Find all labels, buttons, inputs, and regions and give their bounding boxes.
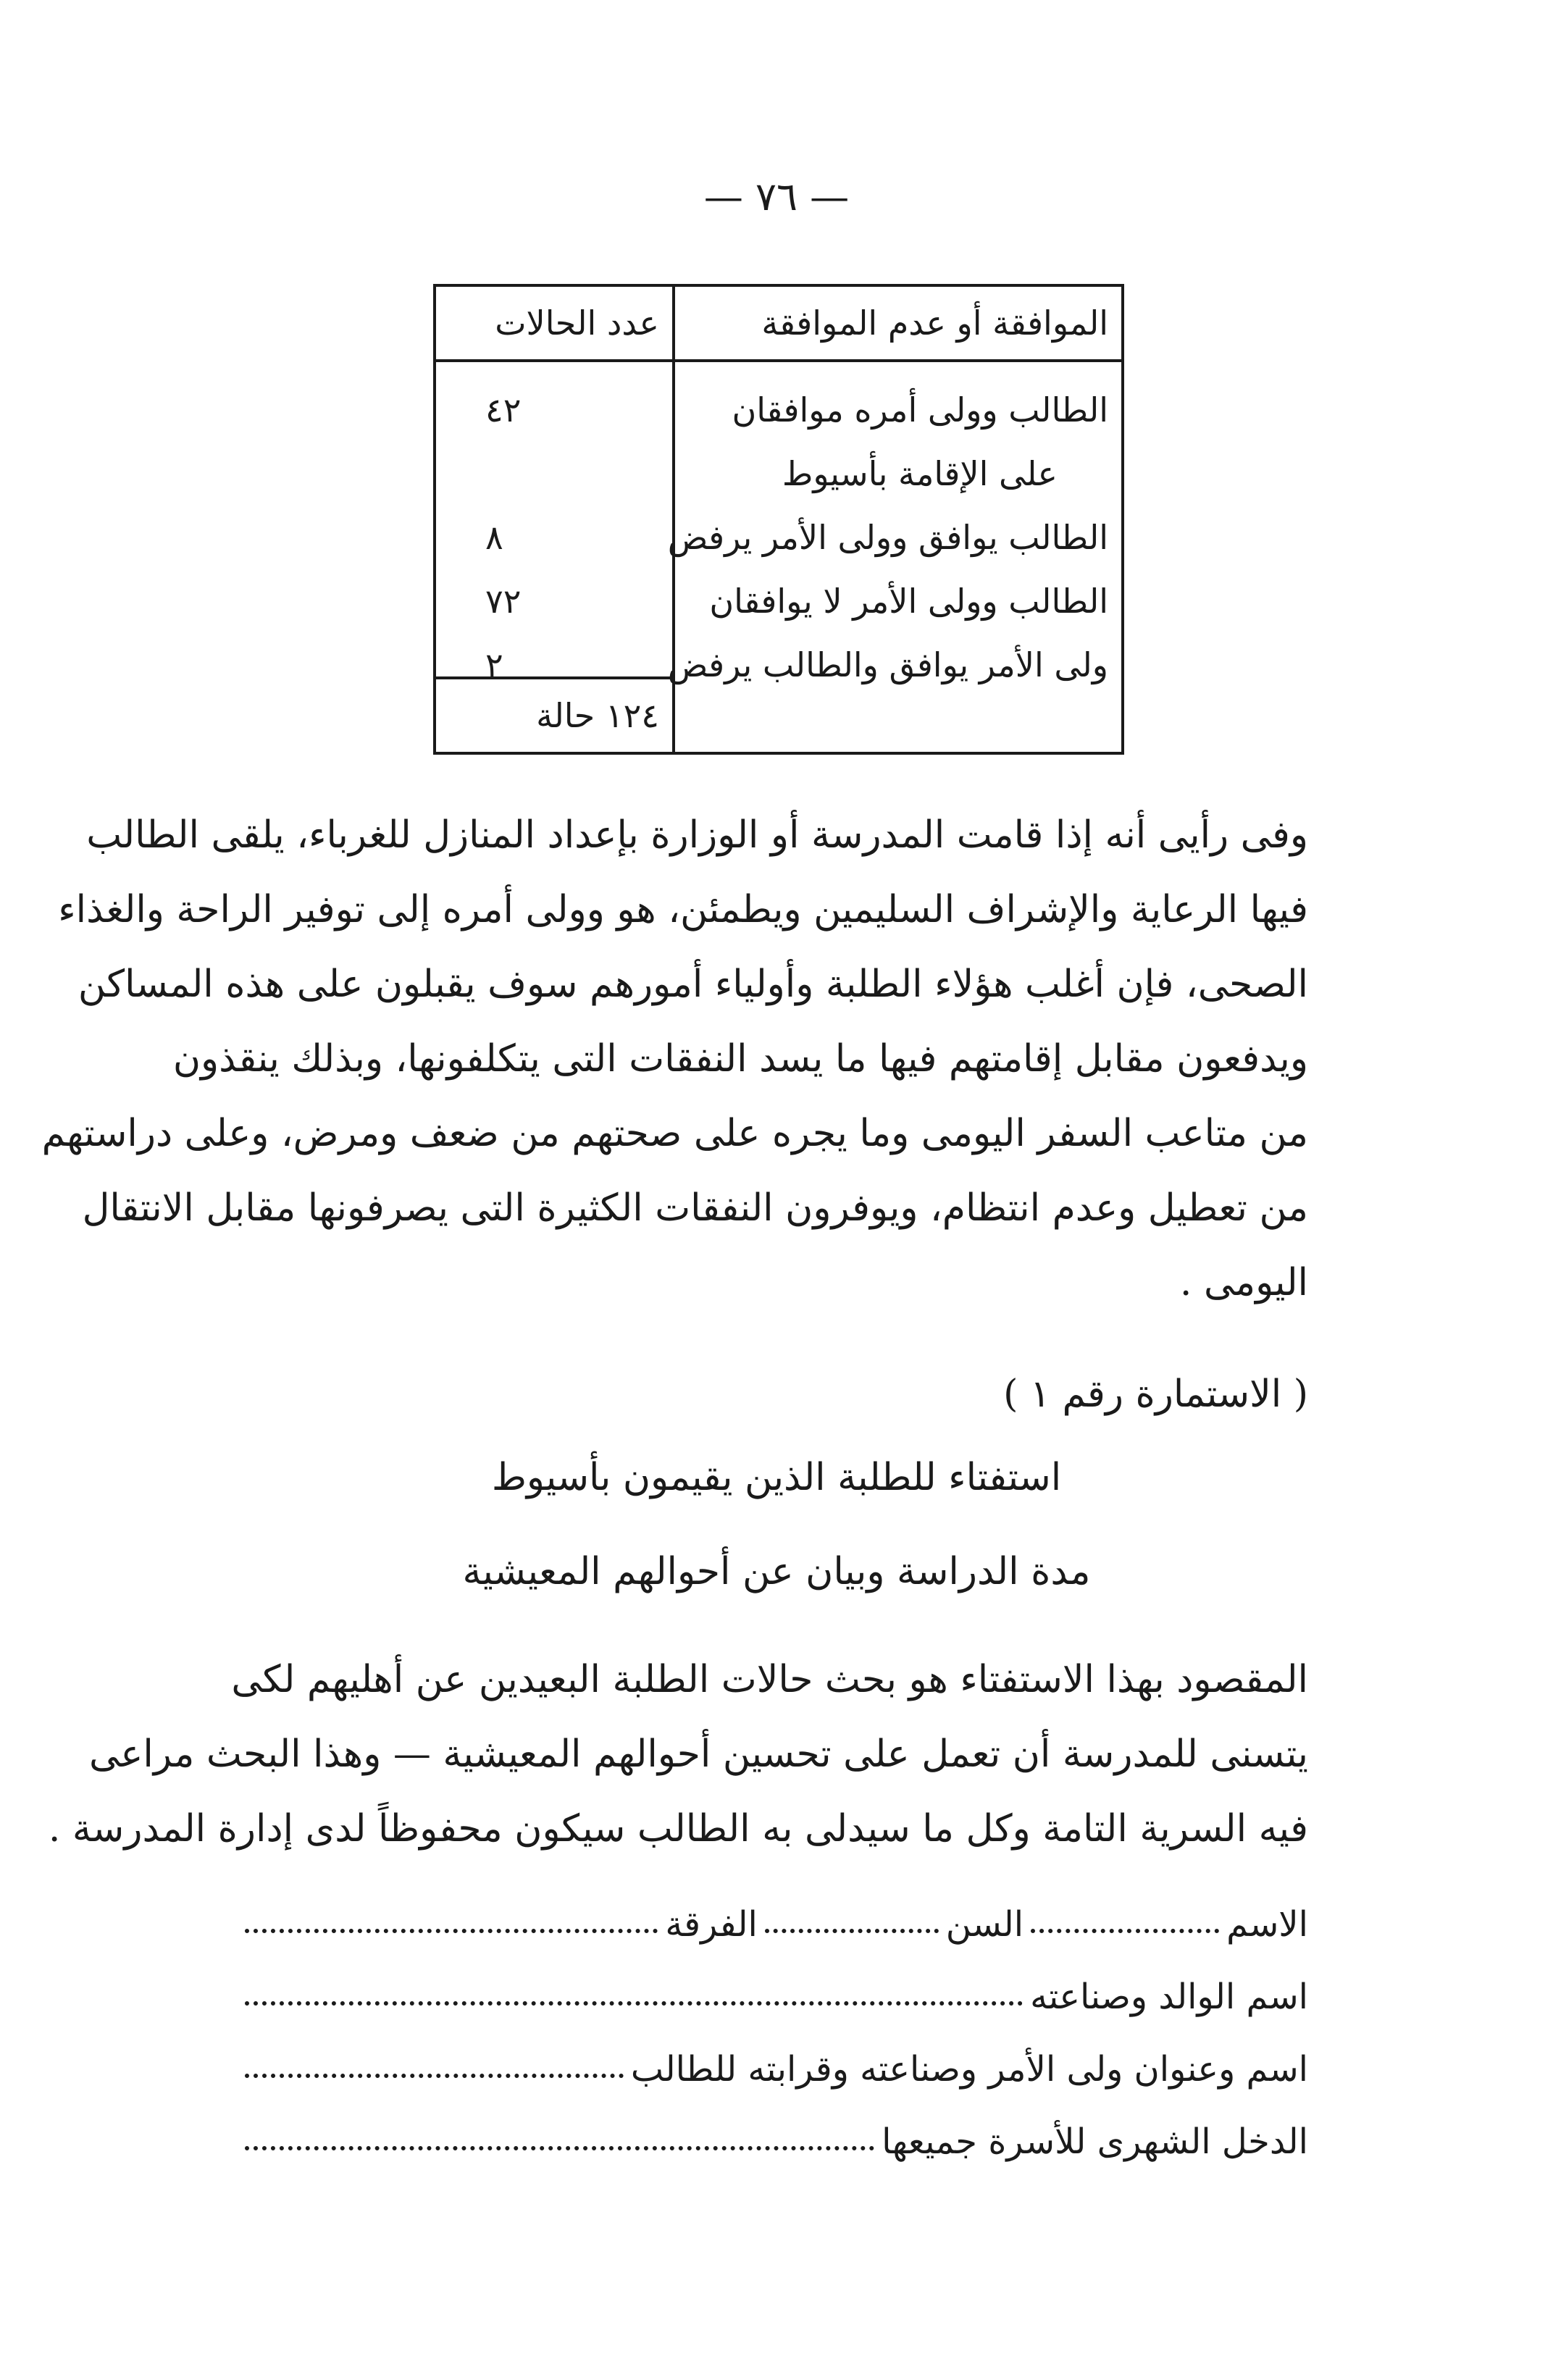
father-label: اسم الوالد وصناعته — [1030, 1977, 1308, 2017]
approval-table — [433, 284, 1124, 755]
name-label: الاسم — [1226, 1904, 1308, 1945]
name-field[interactable] — [1031, 1929, 1219, 1933]
count-row-1: ٤٢ — [485, 390, 522, 430]
guardian-field[interactable] — [245, 2074, 624, 2078]
paragraph-line: من متاعب السفر اليومى وما يجره على صحتهم من ضعف ومرض، وعلى دراستهم — [41, 1112, 1308, 1155]
count-column — [435, 361, 674, 753]
intro-line: المقصود بهذا الاستفتاء هو بحث حالات الطلبة البعيدين عن أهليهم لكى — [231, 1658, 1308, 1701]
form-intro-paragraph — [48, 1643, 1308, 1866]
form-number-label: ( الاستمارة رقم ١ ) — [1003, 1373, 1308, 1416]
field-row-father — [238, 1945, 1308, 2017]
opinion-row-4: ولى الأمر يوافق والطالب يرفض — [667, 645, 1108, 684]
form-fields — [238, 1872, 1308, 2162]
field-row-income — [238, 2090, 1308, 2162]
age-field[interactable] — [765, 1929, 939, 1933]
guardian-label: اسم وعنوان ولى الأمر وصناعته وقرابته للطالب — [630, 2049, 1308, 2090]
paragraph-line: من تعطيل وعدم انتظام، ويوفرون النفقات الكثيرة التى يصرفونها مقابل الانتقال — [82, 1186, 1308, 1230]
form-title: استفتاء للطلبة الذين يقيمون بأسيوط — [491, 1456, 1062, 1499]
page-number: — ٧٦ — — [703, 174, 850, 219]
opinion-row-2: الطالب يوافق وولى الأمر يرفض — [667, 518, 1108, 557]
field-row-guardian — [238, 2017, 1308, 2090]
income-label: الدخل الشهرى للأسرة جميعها — [882, 2121, 1308, 2162]
table-header-row — [435, 285, 1123, 361]
field-row-name — [238, 1872, 1308, 1945]
class-field[interactable] — [245, 1929, 658, 1933]
father-field[interactable] — [245, 2001, 1023, 2006]
age-label: السن — [945, 1904, 1024, 1945]
paragraph-line: ويدفعون مقابل إقامتهم فيها ما يسد النفقات التى يتكلفونها، وبذلك ينقذون — [172, 1037, 1308, 1081]
body-paragraph — [41, 798, 1308, 1320]
opinion-row-1-line-1: الطالب وولى أمره موافقان — [732, 390, 1108, 430]
paragraph-line: فيها الرعاية والإشراف السليمين ويطمئن، هو وولى أمره إلى توفير الراحة والغذاء — [58, 888, 1308, 931]
paragraph-line: اليومى . — [1179, 1261, 1308, 1304]
count-row-2: ٨ — [485, 518, 503, 557]
table-body-row — [435, 361, 1123, 753]
intro-line: فيه السرية التامة وكل ما سيدلى به الطالب سيكون محفوظاً لدى إدارة المدرسة . — [48, 1807, 1308, 1851]
income-field[interactable] — [245, 2146, 874, 2150]
form-subtitle: مدة الدراسة وبيان عن أحوالهم المعيشية — [462, 1550, 1091, 1593]
opinion-row-1-line-2: على الإقامة بأسيوط — [782, 454, 1058, 493]
intro-line: يتسنى للمدرسة أن تعمل على تحسين أحوالهم المعيشية — وهذا البحث مراعى — [89, 1732, 1308, 1776]
class-label: الفرقة — [665, 1904, 758, 1945]
opinion-column — [667, 361, 1123, 753]
opinion-row-3: الطالب وولى الأمر لا يوافقان — [709, 582, 1108, 621]
paragraph-line: وفى رأيى أنه إذا قامت المدرسة أو الوزارة بإعداد المنازل للغرباء، يلقى الطالب — [86, 813, 1308, 857]
count-row-4: ٢ — [485, 645, 503, 684]
count-row-3: ٧٢ — [485, 582, 522, 621]
count-total: ١٢٤ حالة — [436, 676, 672, 752]
header-opinion: الموافقة أو عدم الموافقة — [674, 285, 1123, 361]
paragraph-line: الصحى، فإن أغلب هؤلاء الطلبة وأولياء أمورهم سوف يقبلون على هذه المساكن — [78, 963, 1308, 1006]
header-count: عدد الحالات — [435, 285, 674, 361]
